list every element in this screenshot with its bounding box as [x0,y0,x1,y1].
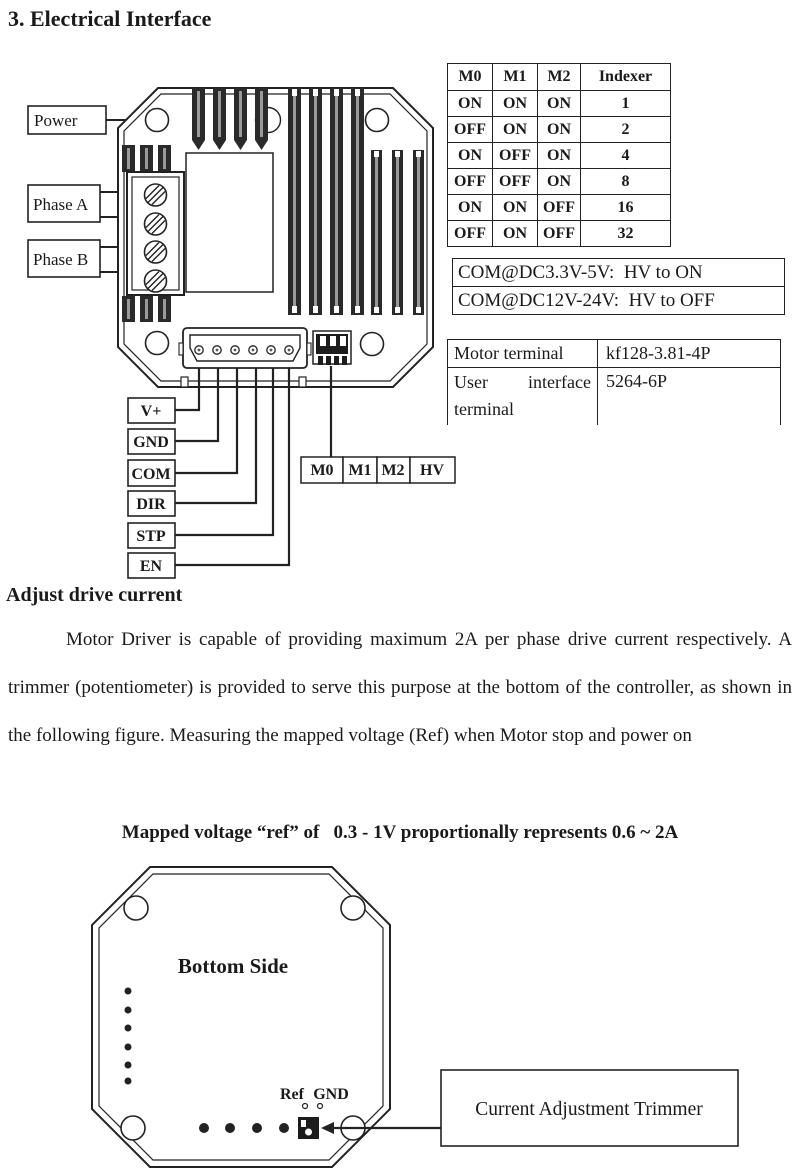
indexer-cell: OFF [493,169,538,195]
signal-connector [313,331,351,365]
indexer-cell: OFF [493,143,538,169]
com-voltage-row: COM@DC3.3V-5V: HV to ON [453,259,784,287]
table-row [448,221,671,247]
terminal-spec-label: User interface terminal [448,368,598,425]
pin-label-boxes [128,398,175,578]
indexer-cell: OFF [538,221,581,247]
indexer-cell: 32 [581,221,671,247]
signal-label-row [301,457,455,483]
indexer-cell: 8 [581,169,671,195]
indexer-cell: 1 [581,91,671,117]
current-adjustment-trimmer-label: Current Adjustment Trimmer [475,1099,703,1120]
power-label: Power [34,111,78,130]
indexer-cell: ON [538,91,581,117]
phase-a-label: Phase A [33,195,89,214]
phase-b-label-box [28,240,117,277]
trimmer-pointer-arrow [321,1122,441,1134]
signal-label-m2: M2 [381,462,405,479]
indexer-cell: ON [538,117,581,143]
table-row [448,117,671,143]
pin-label-vplus: V+ [140,403,162,420]
gnd-label: GND [313,1086,349,1103]
table-row [448,143,671,169]
indexer-cell: ON [448,91,493,117]
terminal-spec-table [447,339,781,425]
indexer-cell: 2 [581,117,671,143]
indexer-cell: OFF [538,195,581,221]
pin-label-gnd: GND [133,434,169,451]
indexer-header-cell: Indexer [581,64,671,91]
indexer-cell: ON [493,91,538,117]
user-interface-connector [179,328,311,368]
indexer-cell: ON [493,221,538,247]
indexer-cell: ON [493,117,538,143]
page-title: 3. Electrical Interface [8,6,212,31]
indexer-header-cell: M0 [448,64,493,91]
signal-label-hv: HV [420,462,444,479]
indexer-cell: OFF [448,169,493,195]
pcb-center-area [186,153,273,292]
signal-label-m1: M1 [348,462,372,479]
indexer-cell: ON [538,169,581,195]
com-voltage-table [452,258,785,315]
table-row [448,195,671,221]
terminal-spec-value: 5264-6P [606,371,668,391]
indexer-cell: OFF [448,221,493,247]
indexer-cell: OFF [448,117,493,143]
pin-label-stp: STP [136,528,166,545]
left-pin-dots [125,988,132,1085]
terminal-spec-value: kf128-3.81-4P [606,343,711,363]
phase-a-label-box [28,185,117,222]
mapped-voltage-note: Mapped voltage “ref” of 0.3 - 1V proportionally represents 0.6 ~ 2A [121,822,679,843]
indexer-cell: 4 [581,143,671,169]
bottom-mounting-holes [121,896,365,1140]
current-adjustment-trimmer-box [441,1070,738,1146]
indexer-header-cell: M2 [538,64,581,91]
phase-terminal-block [127,172,184,295]
current-adjustment-trimmer[interactable] [298,1117,319,1139]
power-label-box [28,106,126,134]
table-row [448,340,780,368]
electrical-interface-figure [0,60,480,586]
ref-label: Ref [280,1086,304,1103]
pin-label-com: COM [131,466,171,483]
indexer-cell: ON [538,143,581,169]
signal-label-m0: M0 [310,462,334,479]
indexer-header-cell: M1 [493,64,538,91]
table-row [448,368,780,425]
terminal-spec-label: Motor terminal [448,340,598,367]
pin-label-dir: DIR [136,496,166,513]
bottom-pin-dots [199,1123,289,1133]
pin-label-en: EN [139,558,163,575]
drive-current-paragraph: Motor Driver is capable of providing maximum 2A per phase drive current respectively. A trimmer (potentiometer) is provided to serve this purpose at the bottom of the controller, as shown in the following figure. Measuring the mapped voltage (Ref) when Motor stop and power on [8,629,792,746]
bottom-side-figure [0,865,800,1173]
indexer-cell: ON [493,195,538,221]
ref-gnd-test-points [303,1104,323,1109]
table-row [448,91,671,117]
adjust-drive-current-heading: Adjust drive current [6,584,183,606]
table-row [448,169,671,195]
phase-b-label: Phase B [33,250,89,269]
indexer-cell: ON [448,143,493,169]
indexer-cell: 16 [581,195,671,221]
bottom-side-label: Bottom Side [177,954,289,978]
indexer-cell: ON [448,195,493,221]
microstep-indexer-table [447,63,671,247]
com-voltage-row: COM@DC12V-24V: HV to OFF [458,290,715,311]
